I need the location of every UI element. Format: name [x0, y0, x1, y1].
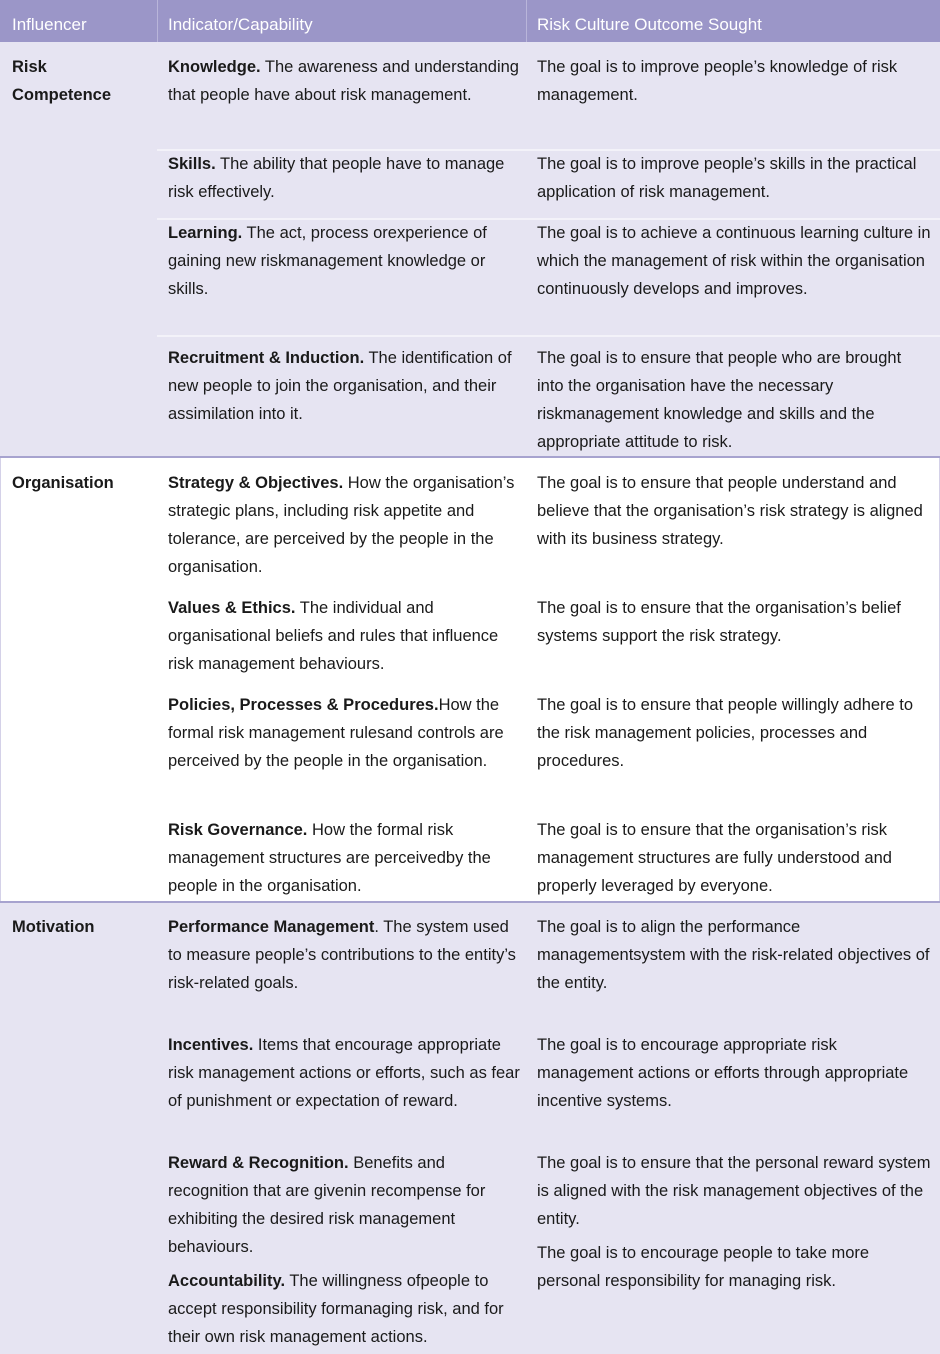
outcome-learning: The goal is to achieve a continuous learning culture in which the management of risk within the organisation continuously develops and improves.: [537, 224, 931, 298]
indicator-term: Policies, Processes & Procedures.: [168, 696, 439, 714]
outcome-accountability: The goal is to encourage people to take more personal responsibility for managing risk.: [537, 1244, 870, 1290]
indicator-term: Risk Governance.: [168, 821, 308, 839]
indicator-risk-governance: [168, 816, 523, 900]
outcome-reward-recognition: The goal is to ensure that the personal reward system is aligned with the risk management objectives of the entity.: [537, 1154, 931, 1228]
indicator-term: Performance Management: [168, 918, 375, 936]
indicator-term: Knowledge.: [168, 58, 261, 76]
influencer-organisation: Organisation: [12, 474, 114, 492]
indicator-accountability: [168, 1267, 523, 1351]
indicator-term: Reward & Recognition.: [168, 1154, 349, 1172]
indicator-description: The awareness and understanding that people have about risk management.: [168, 58, 519, 104]
indicator-description: How the organisation’s strategic plans, including risk appetite and tolerance, are perceived by the people in the organisation.: [168, 474, 515, 576]
indicator-description: How the formal risk management structures are perceivedby the people in the organisation.: [168, 821, 491, 895]
outcome-strategy-objectives: The goal is to ensure that people understand and believe that the organisation’s risk strategy is aligned with its business strategy.: [537, 474, 923, 548]
header-indicator: Indicator/Capability: [168, 15, 313, 34]
outcome-risk-governance: The goal is to ensure that the organisation’s risk management structures are fully understood and properly leveraged by everyone.: [537, 821, 892, 895]
indicator-knowledge: [168, 53, 523, 109]
indicator-policies-processes: [168, 691, 523, 775]
indicator-term: Accountability.: [168, 1272, 286, 1290]
outcome-recruitment-induction: The goal is to ensure that people who are brought into the organisation have the necessary riskmanagement knowledge and skills and the appropriate attitude to risk.: [537, 349, 902, 451]
indicator-description: The willingness ofpeople to accept responsibility formanaging risk, and for their own risk management actions.: [168, 1272, 504, 1346]
indicator-term: Incentives.: [168, 1036, 254, 1054]
header-influencer: Influencer: [12, 15, 87, 34]
indicator-description: . The system used to measure people’s contributions to the entity’s risk-related goals.: [168, 918, 516, 992]
indicator-description: The identification of new people to join the organisation, and their assimilation into it.: [168, 349, 512, 423]
indicator-skills: [168, 150, 523, 206]
influencer-motivation: Motivation: [12, 918, 95, 936]
indicator-performance-management: [168, 913, 523, 997]
indicator-term: Strategy & Objectives.: [168, 474, 344, 492]
header-divider: [526, 0, 527, 42]
indicator-term: Recruitment & Induction.: [168, 349, 365, 367]
outcome-incentives: The goal is to encourage appropriate risk management actions or efforts through appropriate incentive systems.: [537, 1036, 909, 1110]
table-header: [0, 0, 940, 42]
indicator-description: Items that encourage appropriate risk management actions or efforts, such as fear of punishment or expectation of reward.: [168, 1036, 520, 1110]
header-divider: [157, 0, 158, 42]
outcome-knowledge: The goal is to improve people’s knowledge of risk management.: [537, 58, 898, 104]
indicator-values-ethics: [168, 594, 523, 678]
indicator-description: How the formal risk management rulesand controls are perceived by the people in the organisation.: [168, 696, 504, 770]
indicator-incentives: [168, 1031, 523, 1115]
indicator-term: Skills.: [168, 155, 216, 173]
indicator-description: The individual and organisational beliefs and rules that influence risk management behaviours.: [168, 599, 499, 673]
header-outcome: Risk Culture Outcome Sought: [537, 15, 762, 34]
indicator-strategy-objectives: [168, 469, 523, 581]
indicator-learning: [168, 219, 523, 303]
outcome-policies-processes: The goal is to ensure that people willingly adhere to the risk management policies, processes and procedures.: [537, 696, 914, 770]
row-divider: [157, 335, 940, 337]
indicator-description: The act, process orexperience of gaining new riskmanagement knowledge or skills.: [168, 224, 487, 298]
indicator-term: Values & Ethics.: [168, 599, 296, 617]
indicator-recruitment-induction: [168, 344, 523, 428]
indicator-term: Learning.: [168, 224, 243, 242]
indicator-description: Benefits and recognition that are givenin recompense for exhibiting the desired risk management behaviours.: [168, 1154, 486, 1256]
outcome-values-ethics: The goal is to ensure that the organisation’s belief systems support the risk strategy.: [537, 599, 901, 645]
outcome-skills: The goal is to improve people’s skills in the practical application of risk management.: [537, 155, 917, 201]
indicator-reward-recognition: [168, 1149, 523, 1261]
outcome-performance-management: The goal is to align the performance managementsystem with the risk-related objectives of the entity.: [537, 918, 930, 992]
indicator-description: The ability that people have to manage risk effectively.: [168, 155, 505, 201]
influencer-risk-competence: Risk Competence: [12, 58, 112, 104]
